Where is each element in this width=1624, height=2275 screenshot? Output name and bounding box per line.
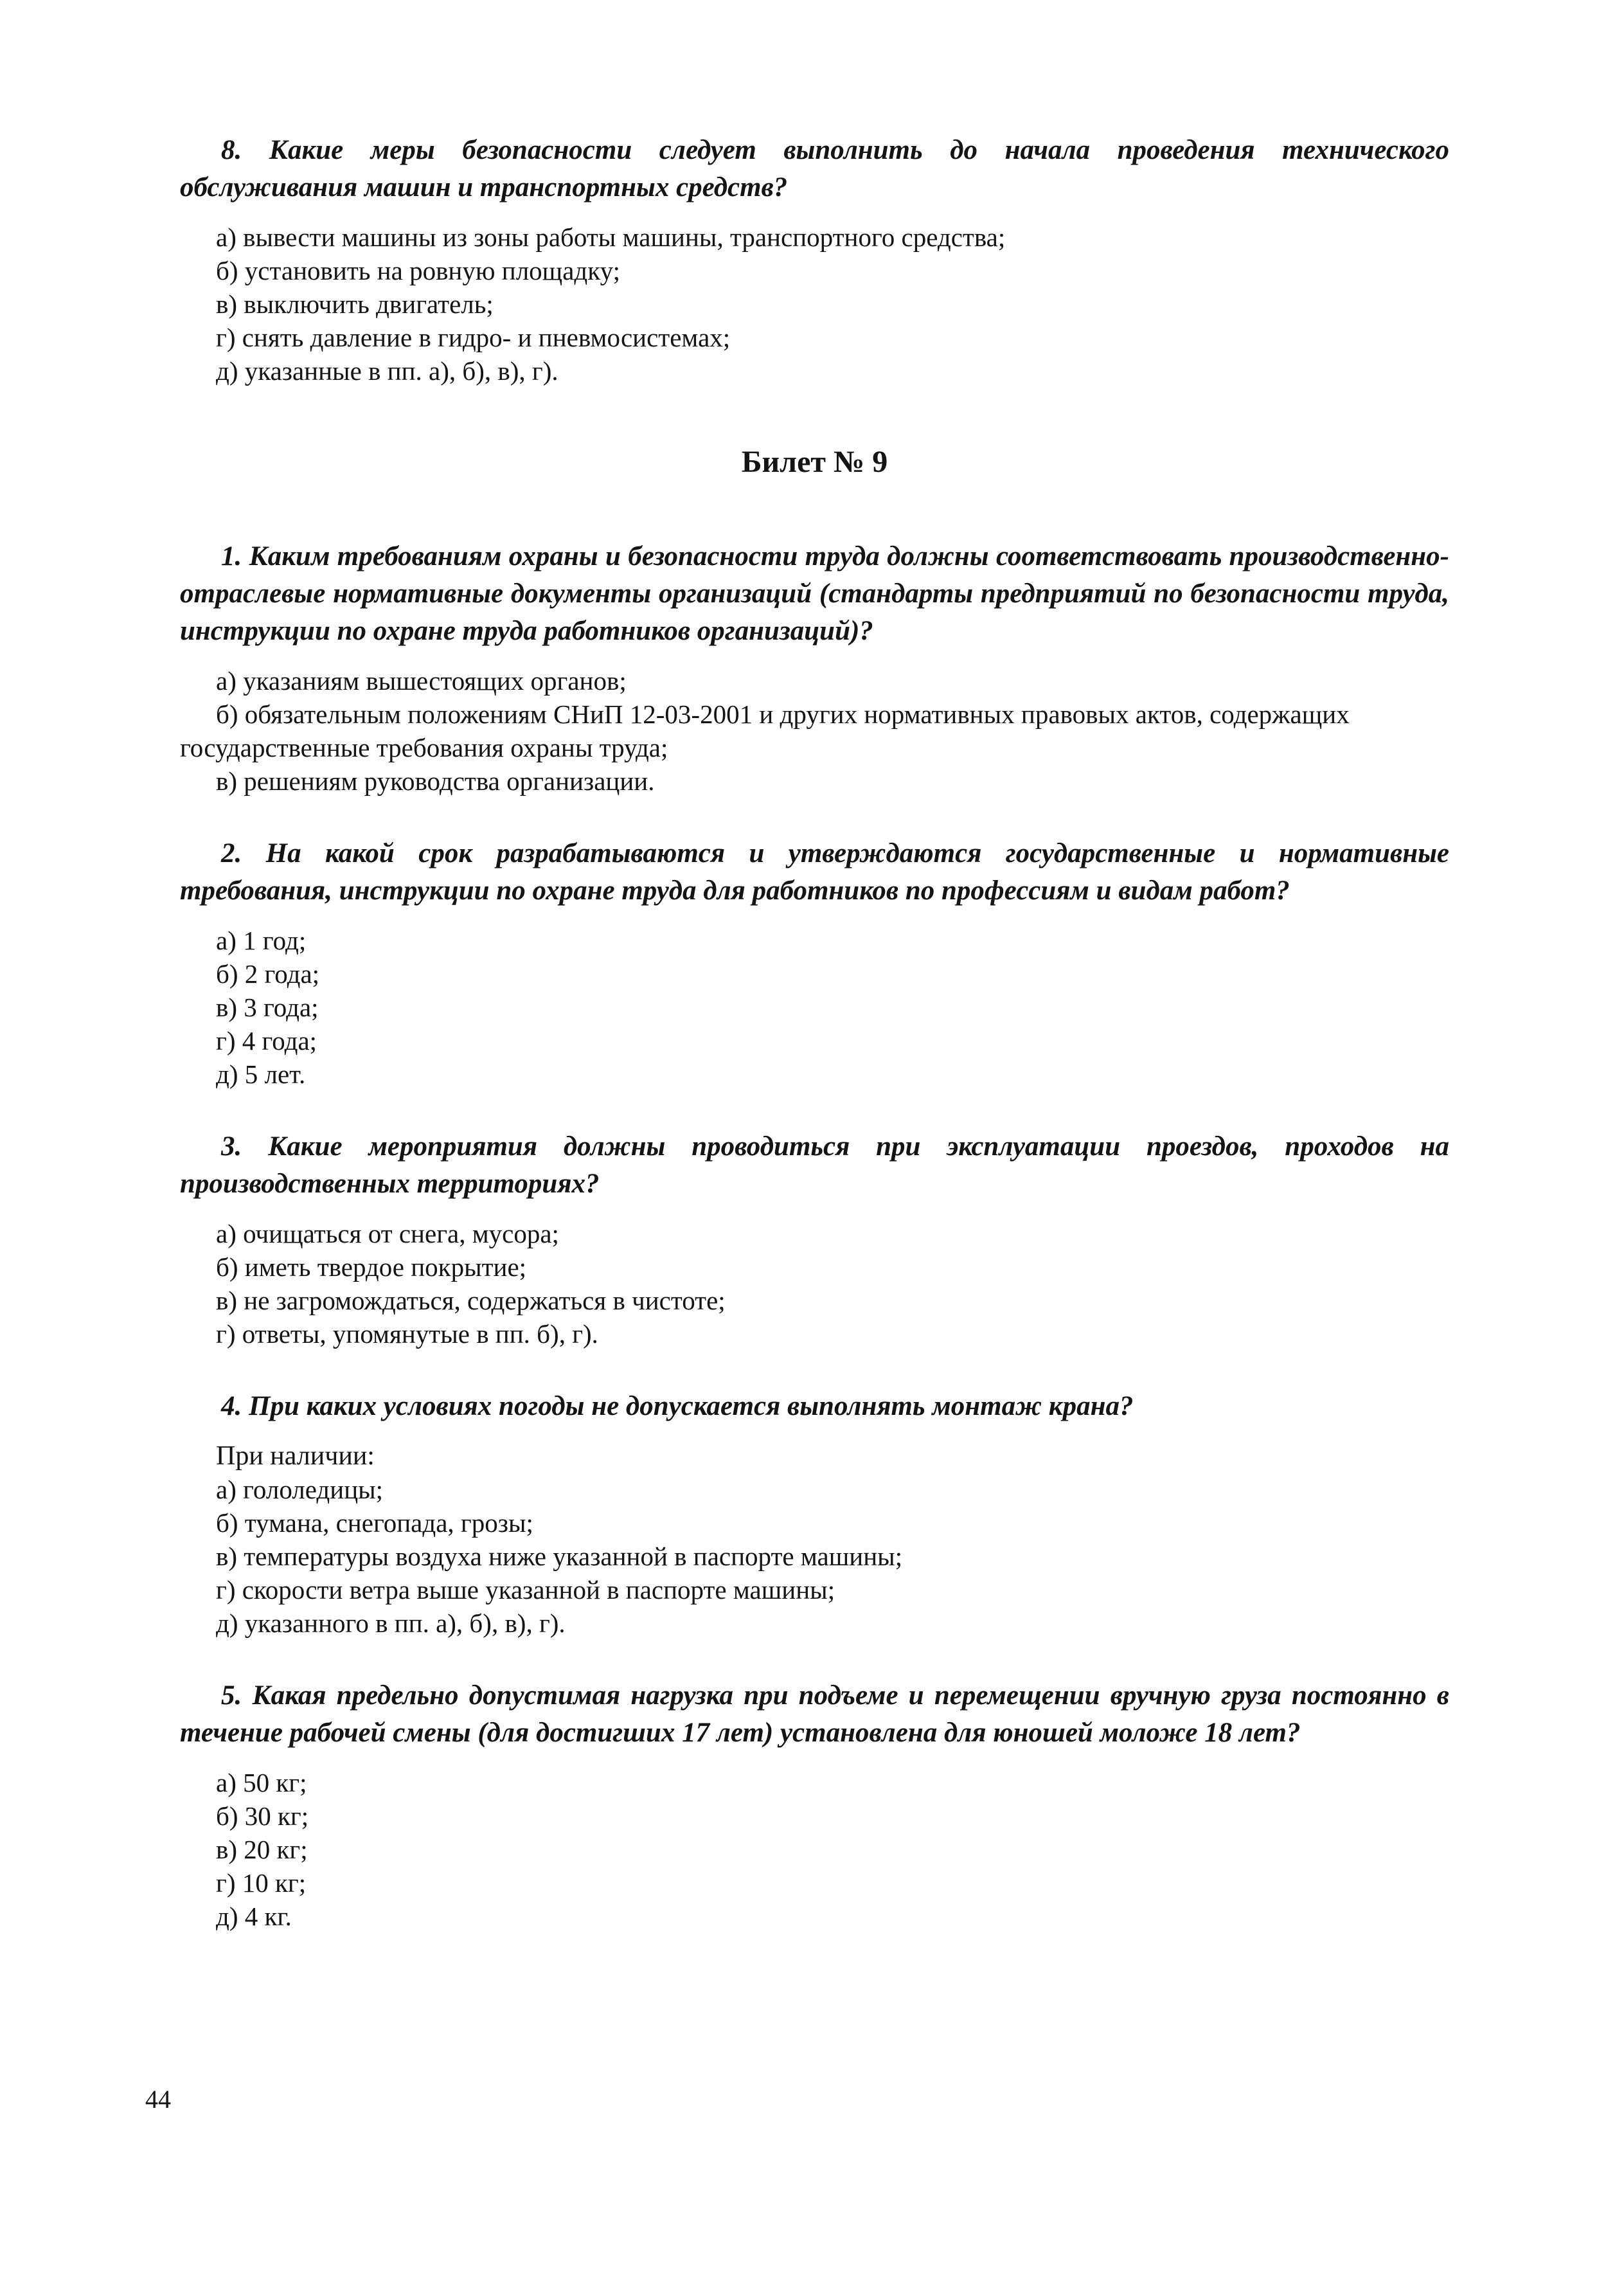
answer-list: [180, 924, 1449, 1091]
answer-option: б) иметь твердое покрытие;: [216, 1252, 527, 1282]
question-block-3: [180, 1128, 1449, 1351]
question-text: 8. Какие меры безопасности следует выполнить до начала проведения технического обслуживания машин и транспортных средств?: [180, 135, 1449, 202]
answer-option: в) не загромождаться, содержаться в чистоте;: [216, 1286, 726, 1315]
answer-option: г) снять давление в гидро- и пневмосистемах;: [216, 323, 731, 352]
answer-option: в) 20 кг;: [216, 1835, 308, 1864]
answer-list: [180, 1439, 1449, 1640]
answer-option: в) температуры воздуха ниже указанной в паспорте машины;: [216, 1542, 903, 1571]
answer-option: б) 2 года;: [216, 959, 320, 989]
answer-option: г) 4 года;: [216, 1026, 317, 1056]
answer-option: б) тумана, снегопада, грозы;: [216, 1508, 533, 1538]
answer-option: в) выключить двигатель;: [216, 289, 494, 319]
question-text: 1. Каким требованиям охраны и безопасности труда должны соответствовать производственно-отраслевые нормативные документы организаций (стандарты предприятий по безопасности труда, инструкции по охране труда работников организаций)?: [180, 541, 1449, 646]
question-text: 5. Какая предельно допустимая нагрузка при подъеме и перемещении вручную груза постоянно в течение рабочей смены (для достигших 17 лет) установлена для юношей моложе 18 лет?: [180, 1680, 1449, 1748]
answer-list: [180, 1766, 1449, 1933]
answer-list: [180, 220, 1449, 388]
answer-option: а) вывести машины из зоны работы машины, транспортного средства;: [216, 222, 1006, 252]
answer-option: г) ответы, упомянутые в пп. б), г).: [216, 1319, 598, 1349]
answer-option: д) указанного в пп. а), б), в), г).: [216, 1608, 566, 1638]
answer-option: д) 5 лет.: [216, 1059, 306, 1089]
answer-option: а) гололедицы;: [216, 1475, 384, 1504]
answer-option: г) скорости ветра выше указанной в паспорте машины;: [216, 1575, 835, 1605]
answer-list: [180, 664, 1449, 798]
question-text: 3. Какие мероприятия должны проводиться при эксплуатации проездов, проходов на производственных территориях?: [180, 1131, 1449, 1199]
answer-intro: При наличии:: [216, 1441, 375, 1471]
question-text: 4. При каких условиях погоды не допускается выполнять монтаж крана?: [221, 1391, 1134, 1421]
question-block-4: [180, 1388, 1449, 1640]
ticket-title: Билет № 9: [741, 445, 888, 479]
question-text: 2. На какой срок разрабатываются и утверждаются государственные и нормативные требования, инструкции по охране труда для работников по профессиям и видам работ?: [180, 838, 1449, 906]
answer-option: б) 30 кг;: [216, 1801, 309, 1831]
answer-option: б) установить на ровную площадку;: [216, 256, 620, 285]
page-content: [180, 132, 1449, 1970]
answer-option: а) очищаться от снега, мусора;: [216, 1219, 559, 1248]
answer-option: а) 1 год;: [216, 926, 307, 955]
page-number: 44: [145, 2085, 171, 2114]
answer-option: б) обязательным положениям СНиП 12-03-2001 и других нормативных правовых актов, содержащих государственные требования охраны труда;: [180, 699, 1350, 762]
answer-option: в) решениям руководства организации.: [216, 766, 655, 796]
question-block-prev-8: [180, 132, 1449, 388]
answer-option: а) указаниям вышестоящих органов;: [216, 666, 627, 696]
answer-option: в) 3 года;: [216, 993, 319, 1022]
question-block-2: [180, 835, 1449, 1091]
answer-list: [180, 1217, 1449, 1351]
answer-option: д) 4 кг.: [216, 1902, 292, 1931]
answer-option: д) указанные в пп. а), б), в), г).: [216, 356, 558, 386]
question-block-1: [180, 538, 1449, 798]
question-block-5: [180, 1677, 1449, 1933]
answer-option: г) 10 кг;: [216, 1868, 307, 1898]
answer-option: а) 50 кг;: [216, 1768, 307, 1797]
